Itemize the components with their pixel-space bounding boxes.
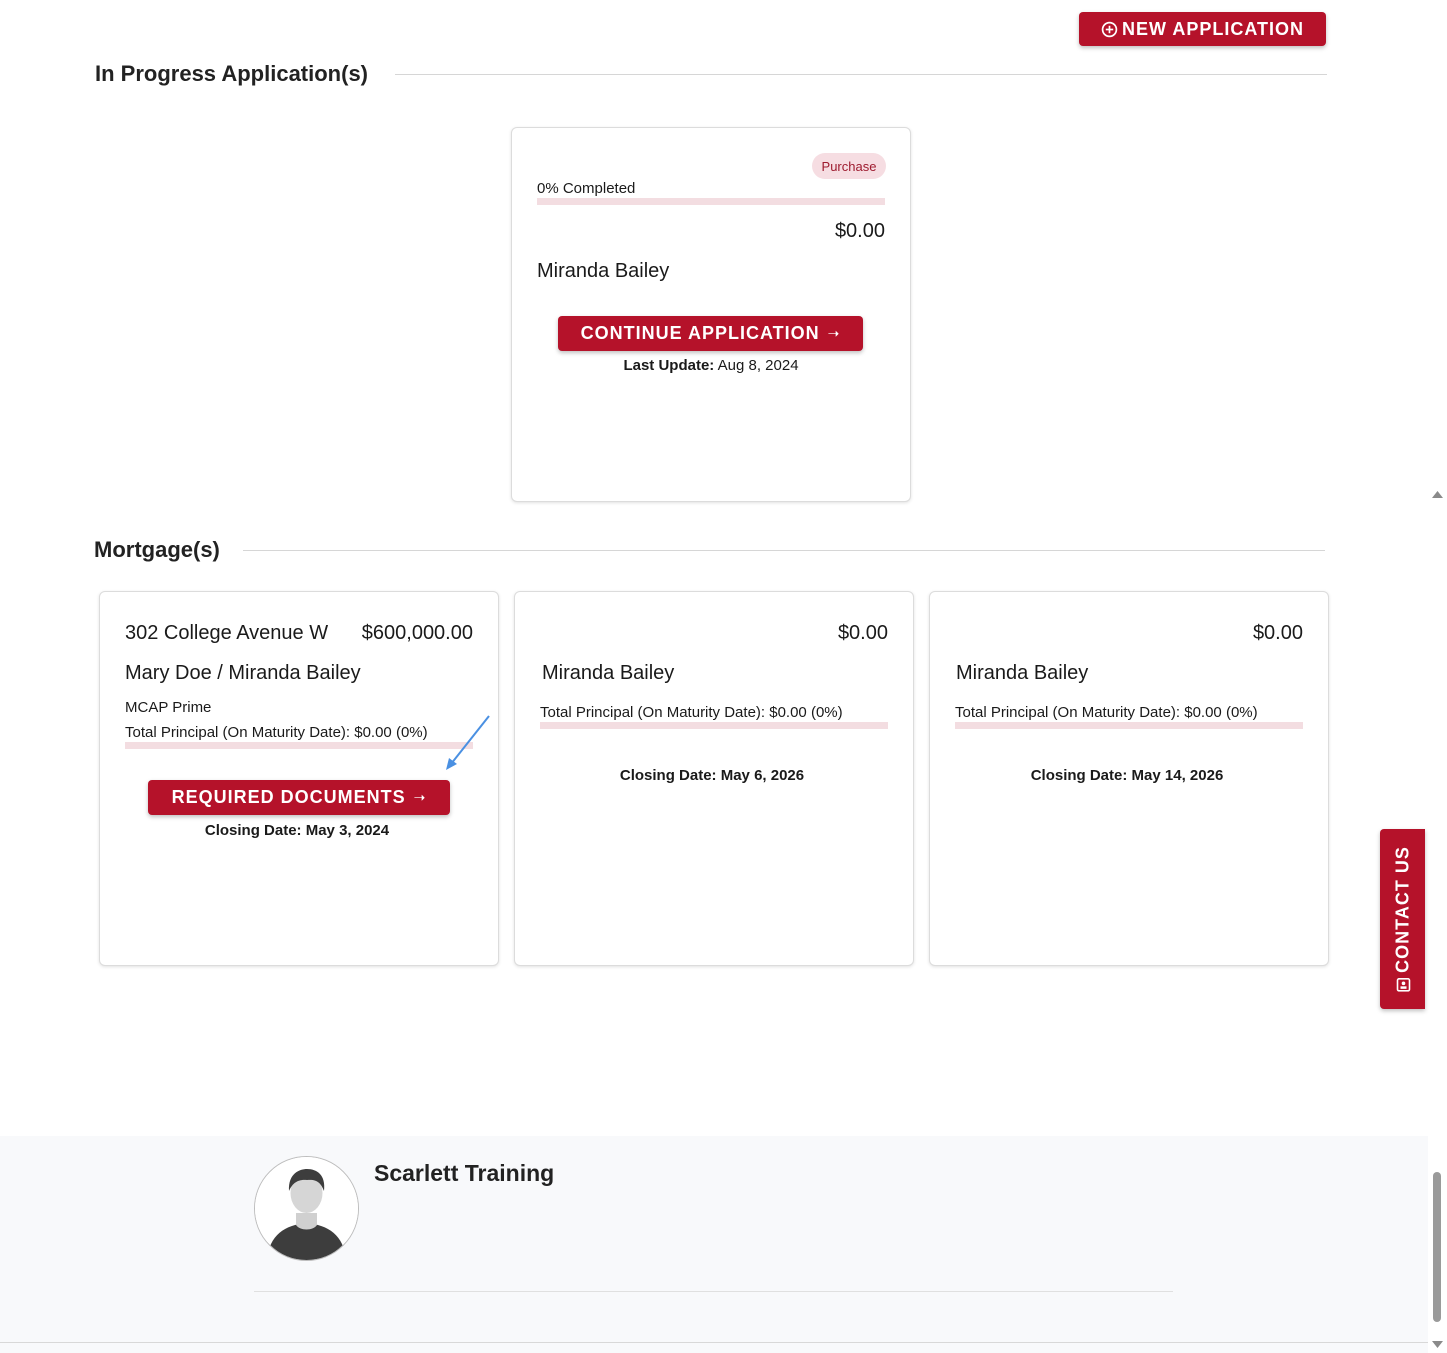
principal-progress-bar bbox=[955, 722, 1303, 729]
borrower-name: Miranda Bailey bbox=[537, 260, 670, 282]
mortgages-divider bbox=[243, 550, 1325, 551]
closing-date: Closing Date: May 14, 2026 bbox=[1030, 767, 1224, 784]
mortgage-amount: $0.00 bbox=[1252, 622, 1303, 644]
arrow-right-icon: ➝ bbox=[413, 789, 427, 805]
in-progress-divider bbox=[395, 74, 1327, 75]
application-progress-bar bbox=[537, 198, 885, 205]
contact-us-label: CONTACT US bbox=[1392, 846, 1412, 973]
vertical-scrollbar[interactable] bbox=[1428, 488, 1447, 1353]
mortgage-borrowers: Miranda Bailey bbox=[956, 662, 1089, 684]
closing-date: Closing Date: May 6, 2026 bbox=[619, 767, 805, 784]
required-documents-button[interactable] bbox=[148, 780, 450, 815]
continue-application-button[interactable] bbox=[558, 316, 863, 351]
mortgage-product: MCAP Prime bbox=[125, 699, 212, 716]
triangle-down-icon[interactable] bbox=[1428, 1337, 1447, 1351]
scrollbar-thumb[interactable] bbox=[1433, 1172, 1441, 1322]
contact-us-tab[interactable] bbox=[1380, 829, 1425, 1009]
total-principal-label: Total Principal (On Maturity Date): $0.00 (0%) bbox=[540, 704, 843, 721]
progress-label: 0% Completed bbox=[537, 180, 636, 197]
agent-name: Scarlett Training bbox=[374, 1160, 555, 1186]
total-principal-label: Total Principal (On Maturity Date): $0.00 (0%) bbox=[955, 704, 1258, 721]
closing-date: Closing Date: May 3, 2024 bbox=[204, 822, 390, 839]
arrow-right-icon: ➝ bbox=[827, 325, 841, 341]
last-update: Last Update: Aug 8, 2024 bbox=[623, 357, 799, 374]
annotation-arrow bbox=[443, 712, 493, 772]
mortgage-amount: $600,000.00 bbox=[361, 622, 473, 644]
mortgage-card bbox=[514, 591, 914, 966]
triangle-up-icon[interactable] bbox=[1428, 488, 1447, 502]
mortgage-card bbox=[929, 591, 1329, 966]
mortgage-borrowers: Miranda Bailey bbox=[542, 662, 675, 684]
loan-type-badge: Purchase bbox=[812, 153, 886, 179]
property-address: 302 College Avenue W bbox=[125, 622, 329, 644]
continue-application-label: CONTINUE APPLICATION bbox=[580, 323, 820, 343]
principal-progress-bar bbox=[540, 722, 888, 729]
new-application-label: NEW APPLICATION bbox=[1122, 18, 1304, 39]
in-progress-title: In Progress Application(s) bbox=[95, 61, 369, 86]
contact-card-icon bbox=[1396, 978, 1410, 992]
new-application-button[interactable] bbox=[1079, 12, 1326, 46]
total-principal-label: Total Principal (On Maturity Date): $0.00 (0%) bbox=[125, 724, 428, 741]
person-avatar-icon bbox=[255, 1157, 358, 1260]
principal-progress-bar bbox=[125, 742, 473, 749]
footer bbox=[0, 1136, 1428, 1353]
mortgages-title: Mortgage(s) bbox=[94, 537, 220, 562]
mortgage-amount: $0.00 bbox=[837, 622, 888, 644]
mortgage-card bbox=[99, 591, 499, 966]
in-progress-application-card bbox=[511, 127, 911, 502]
footer-divider bbox=[254, 1291, 1173, 1292]
mortgage-borrowers: Mary Doe / Miranda Bailey bbox=[125, 662, 361, 684]
plus-circle-icon bbox=[1101, 21, 1118, 38]
required-documents-label: REQUIRED DOCUMENTS bbox=[171, 787, 406, 807]
application-amount: $0.00 bbox=[834, 220, 885, 242]
footer-bottom-border bbox=[0, 1342, 1428, 1343]
avatar bbox=[254, 1156, 359, 1261]
